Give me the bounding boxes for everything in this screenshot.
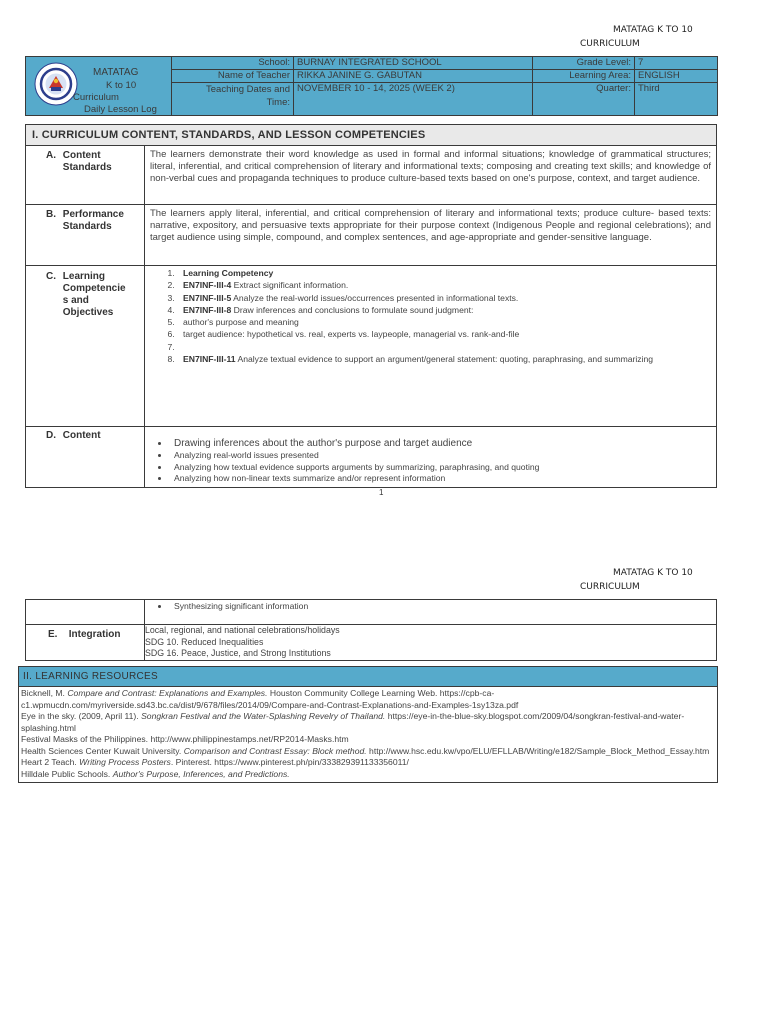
ref-text: Festival Masks of the Philippines. http://www.philippinestamps.net/RP2014-Masks.htm xyxy=(21,734,349,744)
teacher-value: RIKKA JANINE G. GABUTAN xyxy=(294,70,533,83)
logo-text-curriculum: Curriculum xyxy=(73,92,119,103)
competency-text: target audience: hypothetical vs. real, experts vs. laypeople, managerial vs. rank-and-file xyxy=(183,329,520,340)
competency-item xyxy=(177,267,711,279)
ref-title: Writing Process Posters xyxy=(79,757,171,767)
lesson-log-header-table xyxy=(25,56,718,116)
header-curriculum-line1: MATATAG K TO 10 xyxy=(613,25,693,35)
content-standards-letter: A. xyxy=(46,150,56,161)
content-item: • Analyzing how textual evidence supports arguments by summarizing, paraphrasing, and quoting xyxy=(170,462,711,474)
reference-entry xyxy=(21,746,716,758)
competency-code: EN7INF-III-4 xyxy=(183,280,232,291)
competency-text: Analyze textual evidence to support an argument/general statement: quoting, paraphrasing, and summarizing xyxy=(235,354,654,365)
logo-cell xyxy=(26,57,172,116)
integration-line: SDG 10. Reduced Inequalities xyxy=(145,636,264,647)
performance-standards-label xyxy=(26,205,145,265)
performance-standards-label-text: Performance Standards xyxy=(62,209,124,232)
ref-text: http://www.hsc.edu.kw/vpo/ELU/EFLLAB/Writing/e182/Sample_Block_Method_Essay.htm xyxy=(366,745,710,756)
logo-text-matatag: MATATAG xyxy=(93,67,139,78)
school-label: School: xyxy=(172,57,294,70)
learning-competencies-label-text xyxy=(63,271,138,319)
content-standards-label xyxy=(26,146,145,204)
content-list-wrap xyxy=(145,427,716,487)
teaching-dates-label-line2: Time: xyxy=(266,97,290,108)
competency-item xyxy=(177,279,711,291)
curriculum-section xyxy=(25,124,717,488)
content-continued-row xyxy=(26,600,716,625)
performance-standards-text: The learners apply literal, inferential, and critical comprehension of literary and informational texts; produce culture- based texts: narrative, expository, and persuasive texts appropriate for their purpose context (Indigenous People and regional celebrations); and target audience using simple, compound, and complex sentences, and age-appropriate and gender-sensitive language. xyxy=(150,208,711,243)
learning-competencies-row xyxy=(26,266,716,427)
integration-label xyxy=(26,625,145,660)
page2-header-curriculum-line1: MATATAG K TO 10 xyxy=(613,568,693,578)
school-value: BURNAY INTEGRATED SCHOOL xyxy=(294,57,533,70)
learning-competencies-label xyxy=(26,266,145,426)
learning-competencies-letter: C. xyxy=(46,271,56,282)
c-label-line: s and xyxy=(62,295,89,306)
content-label-text: Content xyxy=(62,430,101,441)
competency-item xyxy=(177,328,711,340)
teaching-dates-value: NOVEMBER 10 - 14, 2025 (WEEK 2) xyxy=(294,83,533,116)
ref-text: Heart 2 Teach. xyxy=(21,757,80,767)
ref-text: Health Sciences Center Kuwait University. xyxy=(21,745,184,756)
reference-entry xyxy=(21,688,716,711)
competency-text: author's purpose and meaning xyxy=(183,317,299,328)
competency-item xyxy=(177,316,711,328)
logo-text-dll: Daily Lesson Log xyxy=(84,104,157,115)
content-continued-wrap xyxy=(145,600,716,624)
competency-item xyxy=(177,353,711,365)
competency-code: EN7INF-III-8 xyxy=(183,304,232,315)
reference-entry xyxy=(21,769,716,781)
content-list xyxy=(150,437,711,485)
content-item: • Analyzing real-world issues presented xyxy=(170,450,711,462)
logo-text-k10: K to 10 xyxy=(106,80,137,91)
learning-resources-list xyxy=(19,687,717,782)
reference-entry xyxy=(21,734,716,746)
content-standards-text: The learners demonstrate their word knowledge as used in formal and informal situations; knowledge of grammatical structures; literal, inferential, and critical comprehension of literary and informational texts; composing and creating text skills; and knowledge of non-verbal cues and propaganda techniques to produce culture-based texts based on one's purpose, context, and target audience. xyxy=(150,149,711,184)
integration-label-text: Integration xyxy=(68,629,121,640)
ref-text: . Pinterest. https://www.pinterest.ph/pin/333829391133356011/ xyxy=(170,757,409,767)
ref-text: Eye in the sky. (2009, April 11). xyxy=(21,711,142,721)
grade-level-value: 7 xyxy=(635,57,718,70)
ref-title: Compare and Contrast: Explanations and Examples. xyxy=(67,688,268,698)
teaching-dates-label-line1: Teaching Dates and xyxy=(206,84,290,95)
reference-entry xyxy=(21,757,716,769)
ref-text: https://eye-in-the-blue-sky.blogspot.com/2009/04/songkran-festival-and-water-splashing.html xyxy=(21,711,685,733)
competency-code: Learning Competency xyxy=(183,268,274,278)
learning-area-label: Learning Area: xyxy=(533,70,635,83)
competency-item xyxy=(177,292,711,304)
teacher-label: Name of Teacher xyxy=(172,70,294,83)
learning-resources-title: II. LEARNING RESOURCES xyxy=(19,667,717,687)
quarter-label: Quarter: xyxy=(533,83,635,116)
ref-title: Comparison and Contrast Essay: Block method. xyxy=(183,745,367,756)
section-title: I. CURRICULUM CONTENT, STANDARDS, AND LESSON COMPETENCIES xyxy=(26,125,716,146)
integration-letter: E. xyxy=(48,629,58,640)
integration-text xyxy=(145,625,716,660)
content-letter: D. xyxy=(46,430,56,441)
page2-header-curriculum-line2: CURRICULUM xyxy=(580,582,640,592)
content-continued-list xyxy=(150,601,711,613)
competency-text: Draw inferences and conclusions to formulate sound judgment: xyxy=(231,304,474,315)
learning-competencies-list xyxy=(150,267,711,365)
competency-code: EN7INF-III-5 xyxy=(183,292,232,303)
c-label-line: Objectives xyxy=(62,307,114,318)
content-item: • Synthesizing significant information xyxy=(170,601,711,613)
learning-resources-section xyxy=(18,666,718,783)
ref-title: Author's Purpose, Inferences, and Predictions. xyxy=(112,768,290,779)
competency-text: Extract significant information. xyxy=(231,280,349,291)
ref-title: Songkran Festival and the Water-Splashing Revelry of Thailand. xyxy=(141,711,386,721)
content-standards-row xyxy=(26,146,716,205)
integration-line: Local, regional, and national celebrations/holidays xyxy=(145,625,340,635)
competency-text: Analyze the real-world issues/occurrences presented in informational texts. xyxy=(231,292,519,303)
performance-standards-row xyxy=(26,205,716,266)
content-continued-label xyxy=(26,600,145,624)
ref-text: Hilldale Public Schools. xyxy=(21,768,113,779)
content-standards-label-text: Content Standards xyxy=(62,150,112,173)
learning-competencies-list-wrap xyxy=(145,266,716,426)
content-item: • Drawing inferences about the author's purpose and target audience xyxy=(170,437,711,450)
competency-item xyxy=(177,304,711,316)
c-label-line: Competencie xyxy=(62,283,126,294)
integration-line: SDG 16. Peace, Justice, and Strong Institutions xyxy=(145,648,331,658)
deped-seal-icon xyxy=(34,62,78,106)
teaching-dates-label xyxy=(172,83,294,116)
learning-area-value: ENGLISH xyxy=(635,70,718,83)
content-item: • Analyzing how non-linear texts summarize and/or represent information xyxy=(170,473,711,485)
ref-text: Houston Community College Learning Web. https://cpb-ca-c1.wpmucdn.com/myriverside.sd43.bc.ca/dist/9/678/files/2014/09/Compare-and-Contrast-Explanations-and-Examples-1sy13za.pdf xyxy=(21,688,519,710)
grade-level-label: Grade Level: xyxy=(533,57,635,70)
page-number: 1 xyxy=(379,488,384,497)
c-label-line: Learning xyxy=(62,271,106,282)
integration-row xyxy=(26,625,716,660)
competency-code: EN7INF-III-11 xyxy=(183,354,236,365)
reference-entry xyxy=(21,711,716,734)
content-label xyxy=(26,427,145,487)
performance-standards-letter: B. xyxy=(46,209,56,220)
ref-text: Bicknell, M. xyxy=(21,688,68,698)
content-row xyxy=(26,427,716,487)
content-continued-table xyxy=(25,599,717,661)
competency-item xyxy=(177,341,711,353)
header-curriculum-line2: CURRICULUM xyxy=(580,39,640,49)
quarter-value: Third xyxy=(635,83,718,116)
